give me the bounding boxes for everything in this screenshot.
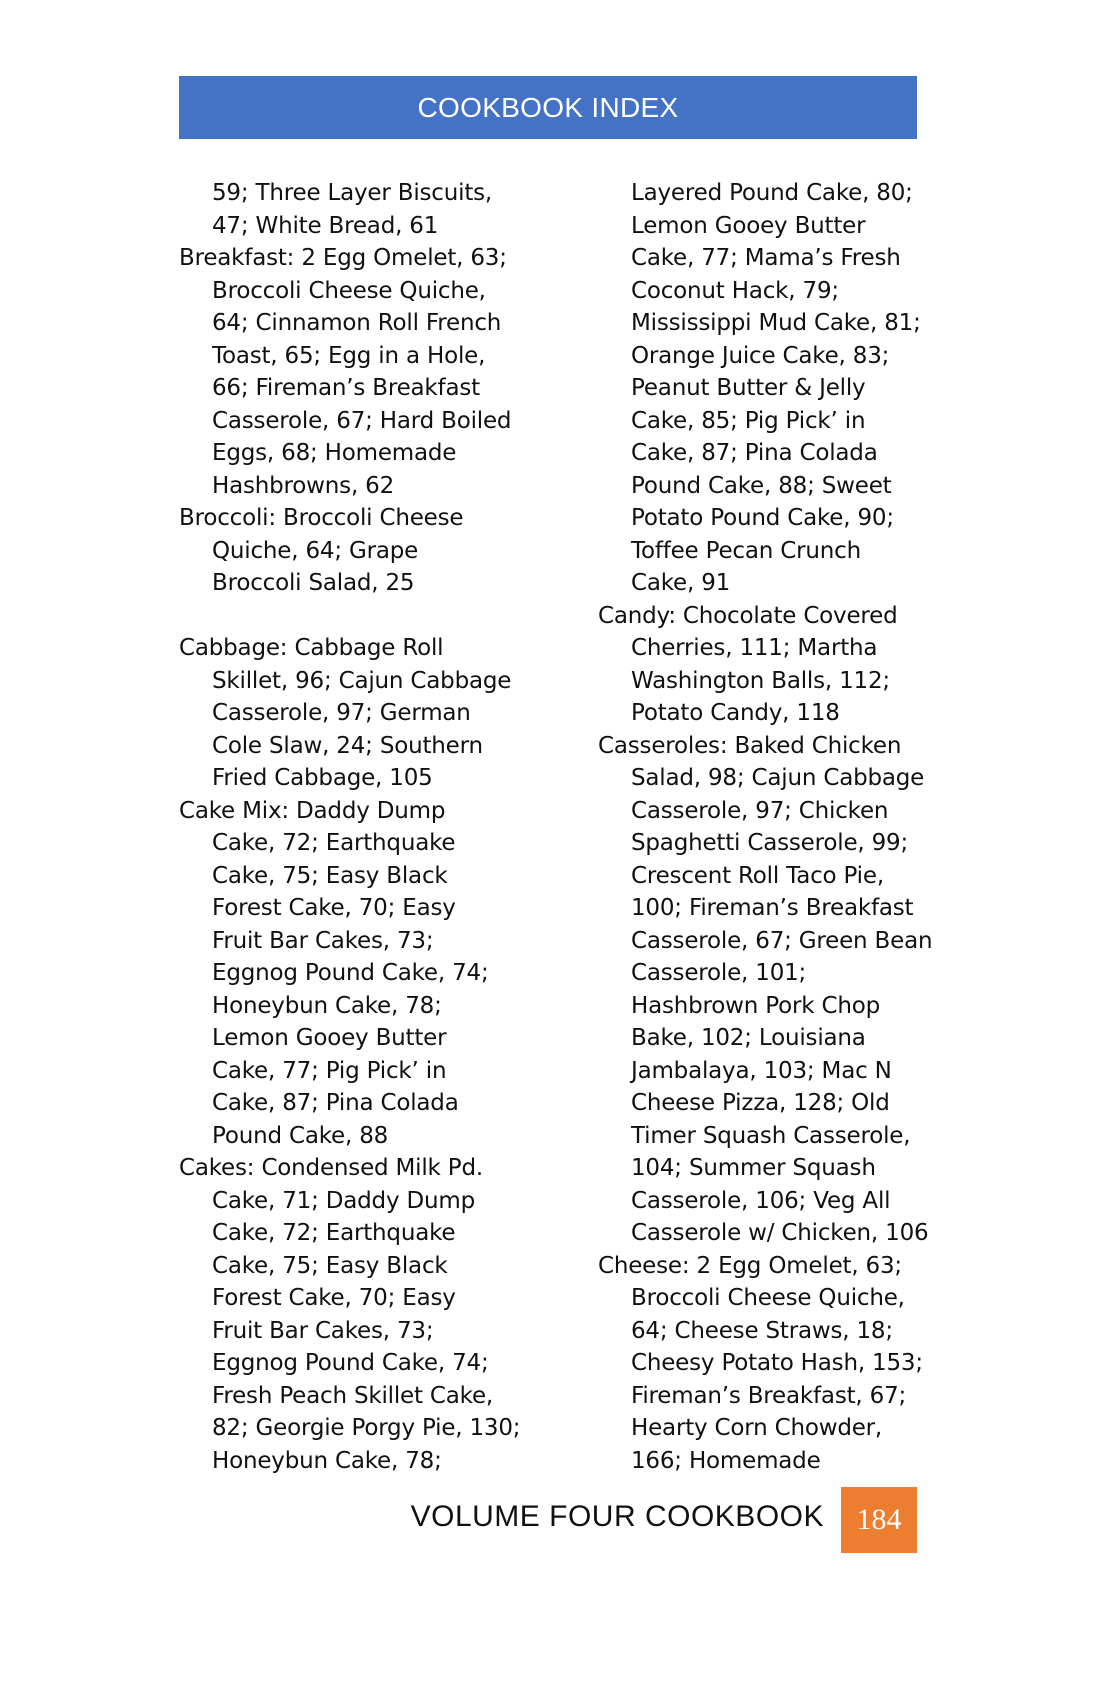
index-entry-heading: Cake Mix: Daddy Dump [179,797,446,824]
index-subentry-line: Orange Juice Cake, 83; [631,342,890,369]
index-subentry-line: Toffee Pecan Crunch [631,537,861,564]
index-subentry-line: Coconut Hack, 79; [631,277,839,304]
index-entry-heading: Cheese: 2 Egg Omelet, 63; [598,1252,902,1279]
index-subentry-line: Fruit Bar Cakes, 73; [212,927,434,954]
index-subentry-line: Cake, 91 [631,570,731,596]
index-subentry-line: Cake, 85; Pig Pick’ in [631,407,866,434]
index-subentry-line: Casserole, 67; Hard Boiled [212,407,512,434]
index-subentry-line: Hashbrown Pork Chop [631,992,880,1019]
index-subentry-line: Salad, 98; Cajun Cabbage [631,765,925,791]
index-subentry-line: Casserole, 97; Chicken [631,797,889,824]
index-column-left [179,177,519,1477]
index-subentry-line: Cheese Pizza, 128; Old [631,1090,890,1116]
index-subentry-line: Eggnog Pound Cake, 74; [212,1350,489,1376]
index-subentry-line: Cake, 77; Pig Pick’ in [212,1057,447,1084]
index-subentry-line: Cake, 71; Daddy Dump [212,1187,475,1214]
index-subentry-line: Forest Cake, 70; Easy [212,1285,456,1311]
page-header [179,76,917,139]
index-subentry-line: Pound Cake, 88 [212,1122,389,1149]
index-subentry-line: Quiche, 64; Grape [212,537,419,564]
index-subentry-line: Broccoli Cheese Quiche, [631,1285,905,1311]
index-subentry-line: Lemon Gooey Butter [212,1025,447,1051]
index-subentry-line: Crescent Roll Taco Pie, [631,862,884,889]
index-subentry-line: 47; White Bread, 61 [212,212,439,239]
index-subentry-line: Eggnog Pound Cake, 74; [212,960,489,986]
index-subentry-line: Fresh Peach Skillet Cake, [212,1382,494,1409]
page-number: 184 [856,1503,902,1536]
index-subentry-line: Hashbrowns, 62 [212,472,395,499]
index-subentry-line: 104; Summer Squash [631,1155,876,1181]
index-entry-heading: Casseroles: Baked Chicken [598,732,902,759]
index-subentry-line: Cherries, 111; Martha [631,635,878,661]
index-subentry-line: Jambalaya, 103; Mac N [631,1057,892,1084]
index-subentry-line: Broccoli Cheese Quiche, [212,277,486,304]
index-subentry-line: Casserole, 97; German [212,700,471,726]
index-subentry-line: Fireman’s Breakfast, 67; [631,1382,907,1409]
index-subentry-line: Casserole, 106; Veg All [631,1187,891,1214]
index-subentry-line: Timer Squash Casserole, [631,1122,911,1149]
index-entry-heading: Broccoli: Broccoli Cheese [179,505,464,531]
page-title: COOKBOOK INDEX [417,91,679,123]
index-subentry-line: Casserole, 101; [631,960,807,986]
index-subentry-line: Potato Pound Cake, 90; [631,505,894,531]
index-subentry-line: Cake, 87; Pina Colada [631,440,878,466]
index-subentry-line: Mississippi Mud Cake, 81; [631,310,921,336]
index-subentry-line: Spaghetti Casserole, 99; [631,830,909,856]
index-subentry-line: Cole Slaw, 24; Southern [212,732,483,759]
index-subentry-line: 166; Homemade [631,1447,821,1474]
index-subentry-line: 64; Cinnamon Roll French [212,310,502,336]
index-subentry-line: 59; Three Layer Biscuits, [212,180,493,206]
index-subentry-line: Washington Balls, 112; [631,667,890,694]
index-subentry-line: Layered Pound Cake, 80; [631,180,913,206]
index-subentry-line: Honeybun Cake, 78; [212,992,442,1019]
index-subentry-line: 82; Georgie Porgy Pie, 130; [212,1415,521,1441]
index-subentry-line: Cake, 87; Pina Colada [212,1090,459,1116]
index-entry-heading: Cakes: Condensed Milk Pd. [179,1155,483,1181]
index-subentry-line: Cheesy Potato Hash, 153; [631,1350,923,1376]
index-subentry-line: Broccoli Salad, 25 [212,570,415,596]
index-subentry-line: Peanut Butter & Jelly [631,375,866,401]
footer-book-title: VOLUME FOUR COOKBOOK [410,1500,824,1533]
index-subentry-line: 100; Fireman’s Breakfast [631,895,914,921]
index-subentry-line: Skillet, 96; Cajun Cabbage [212,667,512,694]
index-subentry-line: Toast, 65; Egg in a Hole, [212,342,486,369]
index-subentry-line: Hearty Corn Chowder, [631,1415,883,1441]
index-subentry-line: Cake, 72; Earthquake [212,1220,456,1246]
page-number-badge [841,1487,917,1553]
index-subentry-line: Casserole, 67; Green Bean [631,927,933,954]
index-subentry-line: Cake, 75; Easy Black [212,1252,448,1279]
index-subentry-line: 64; Cheese Straws, 18; [631,1317,893,1344]
index-subentry-line: Bake, 102; Louisiana [631,1025,866,1051]
index-subentry-line: Pound Cake, 88; Sweet [631,472,892,499]
index-entry-heading: Candy: Chocolate Covered [598,602,898,629]
index-subentry-line: Potato Candy, 118 [631,700,840,726]
index-subentry-line: Casserole w/ Chicken, 106 [631,1220,929,1246]
index-subentry-line: Lemon Gooey Butter [631,212,866,239]
index-entry-heading: Cabbage: Cabbage Roll [179,635,444,661]
blank-line [179,600,519,633]
index-subentry-line: Fruit Bar Cakes, 73; [212,1317,434,1344]
index-subentry-line: Cake, 75; Easy Black [212,862,448,889]
index-subentry-line: 66; Fireman’s Breakfast [212,375,480,401]
index-subentry-line: Forest Cake, 70; Easy [212,895,456,921]
index-subentry-line: Cake, 77; Mama’s Fresh [631,245,901,271]
index-entry-heading: Breakfast: 2 Egg Omelet, 63; [179,245,507,271]
index-subentry-line: Honeybun Cake, 78; [212,1447,442,1474]
index-subentry-line: Fried Cabbage, 105 [212,765,433,791]
index-column-right [598,177,933,1477]
index-subentry-line: Cake, 72; Earthquake [212,830,456,856]
index-subentry-line: Eggs, 68; Homemade [212,440,457,466]
